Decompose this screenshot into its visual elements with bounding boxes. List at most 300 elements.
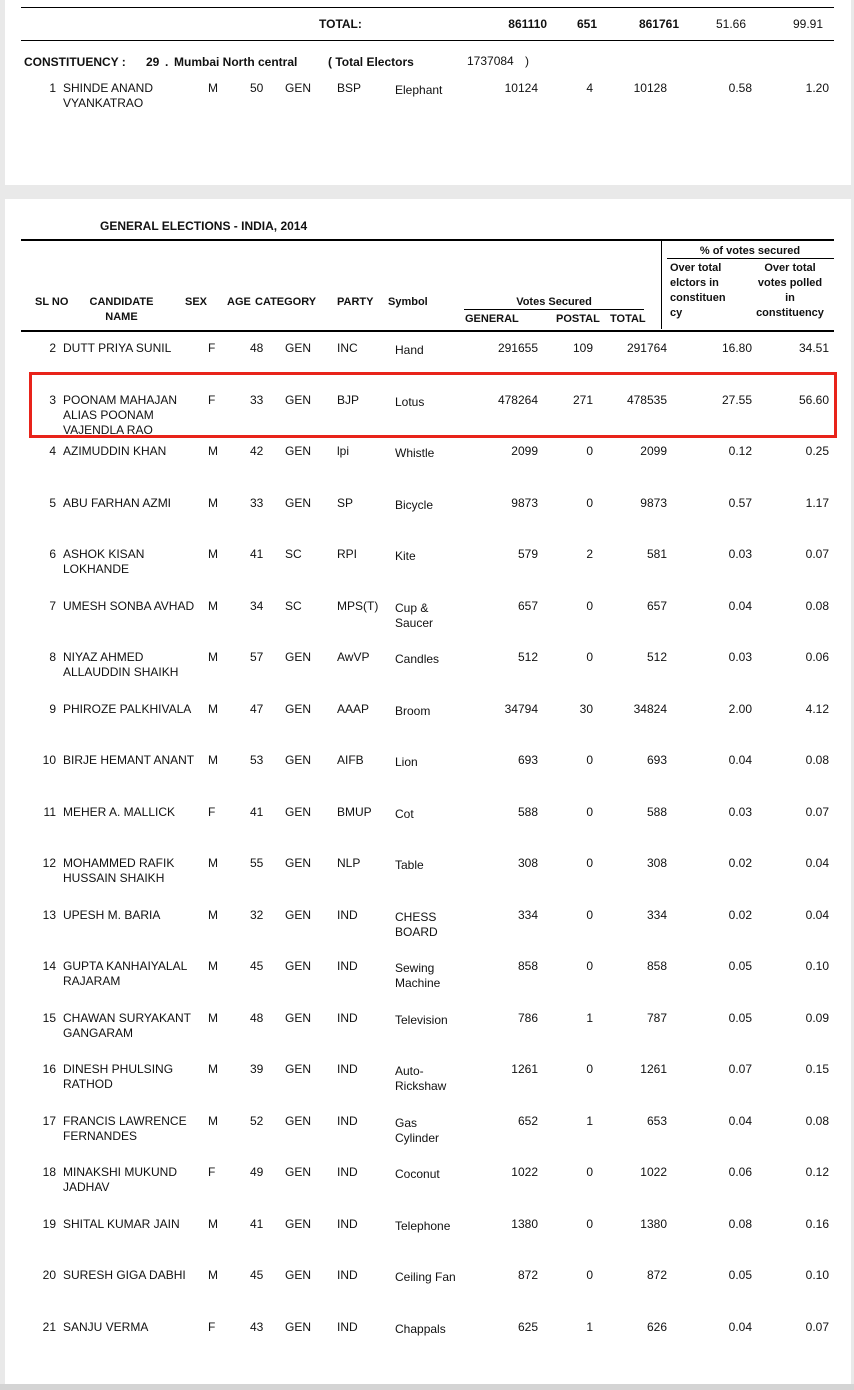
cell-category: GEN: [285, 1062, 312, 1076]
cell-postal: 0: [586, 804, 593, 819]
cell-postal: 0: [586, 1165, 593, 1179]
cell-postal: 0: [586, 856, 593, 870]
cell-general: 652: [517, 1113, 538, 1128]
cell-symbol: [395, 1064, 465, 1094]
cell-postal: 0: [586, 598, 593, 613]
cell-sl: 15: [42, 1010, 56, 1025]
cell-party: RPI: [337, 547, 358, 561]
cell-category: GEN: [285, 1216, 312, 1231]
name-line: LOKHANDE: [63, 562, 130, 576]
cell-sex: F: [208, 804, 216, 819]
cell-postal: 4: [586, 81, 593, 95]
cell-category: GEN: [285, 1268, 312, 1282]
cell-pct-polled: 0.08: [805, 598, 829, 613]
cell-age: 52: [250, 1113, 264, 1128]
cell-category: GEN: [285, 650, 312, 664]
cell-symbol: [395, 343, 465, 358]
cell-age: 45: [250, 959, 264, 973]
cell-party: BSP: [337, 81, 362, 95]
cell-pct-electors: 0.06: [728, 1165, 752, 1179]
cell-name: [63, 81, 198, 111]
symbol-line: Sewing: [395, 961, 435, 975]
cell-category: GEN: [285, 1010, 312, 1025]
cell-pct-electors: 0.03: [728, 547, 752, 561]
cell-name: [63, 599, 198, 614]
divider: [464, 309, 644, 310]
cell-name: [63, 496, 198, 511]
cell-age: 33: [250, 392, 264, 407]
cell-sex: M: [208, 856, 218, 870]
total-electors-label: ( Total Electors: [328, 55, 414, 69]
name-line: ASHOK KISAN: [63, 547, 145, 561]
cell-symbol: [395, 498, 465, 513]
cell-symbol: [395, 1167, 465, 1182]
header-symbol: Symbol: [388, 296, 428, 308]
cell-pct-polled: 0.15: [805, 1062, 829, 1076]
previous-page-fragment: [5, 0, 851, 185]
cell-total: 10128: [633, 81, 667, 95]
cell-category: GEN: [285, 753, 312, 767]
cell-postal: 1: [586, 1010, 593, 1025]
table-row: [5, 444, 851, 496]
cell-sex: F: [208, 1319, 216, 1334]
name-line: FRANCIS LAWRENCE: [63, 1113, 187, 1128]
cell-sl: 12: [42, 856, 56, 870]
cell-category: SC: [285, 547, 302, 561]
constituency-dot: .: [165, 55, 169, 69]
table-row: [5, 650, 851, 702]
divider: [21, 40, 834, 41]
name-line: CHAWAN SURYAKANT: [63, 1010, 192, 1025]
cell-sl: 11: [43, 804, 56, 819]
cell-sex: M: [208, 444, 218, 458]
symbol-line: Chappals: [395, 1321, 446, 1336]
name-line: JADHAV: [63, 1180, 110, 1194]
cell-sl: 17: [42, 1113, 56, 1128]
name-line: BIRJE HEMANT ANANT: [63, 753, 195, 767]
cell-total: 34824: [633, 701, 667, 716]
cell-general: 478264: [497, 392, 538, 407]
cell-sl: 21: [42, 1319, 56, 1334]
cell-total: 581: [646, 547, 667, 561]
cell-postal: 0: [586, 959, 593, 973]
cell-party: AAAP: [337, 701, 370, 716]
symbol-line: Broom: [395, 703, 431, 718]
total-general: 861110: [508, 17, 547, 31]
cell-party: IND: [337, 1113, 358, 1128]
cell-pct-electors: 0.08: [728, 1216, 752, 1231]
cell-general: 579: [517, 547, 538, 561]
cell-general: 693: [517, 753, 538, 767]
cell-postal: 0: [586, 753, 593, 767]
name-line: VAJENDLA RAO: [63, 422, 153, 437]
cell-total: 512: [646, 650, 667, 664]
cell-pct-polled: 0.10: [805, 1268, 829, 1282]
cell-pct-polled: 0.06: [805, 650, 829, 664]
cell-sex: M: [208, 753, 218, 767]
name-line: RAJARAM: [63, 974, 121, 988]
name-line: ABU FARHAN AZMI: [63, 495, 172, 510]
cell-pct-electors: 0.12: [728, 444, 752, 458]
symbol-line: Kite: [395, 549, 416, 563]
cell-total: 9873: [640, 495, 667, 510]
cell-age: 47: [250, 701, 264, 716]
cell-total: 653: [646, 1113, 667, 1128]
cell-category: SC: [285, 598, 302, 613]
symbol-line: Cup &: [395, 600, 429, 615]
symbol-line: Candles: [395, 652, 440, 666]
cell-postal: 30: [579, 701, 593, 716]
cell-postal: 1: [586, 1319, 593, 1334]
cell-sl: 8: [49, 650, 56, 664]
table-row: [5, 908, 851, 960]
header-line: Over total: [670, 262, 722, 274]
cell-party: NLP: [337, 856, 361, 870]
table-row: [5, 1268, 851, 1320]
header-postal: POSTAL: [556, 313, 600, 325]
constituency-label: CONSTITUENCY :: [24, 55, 126, 69]
symbol-line: Cot: [395, 806, 414, 821]
cell-party: BMUP: [337, 804, 372, 819]
cell-symbol: [395, 910, 465, 940]
header-line: in: [785, 292, 795, 304]
cell-pct-electors: 0.03: [728, 804, 752, 819]
cell-name: [63, 1062, 198, 1092]
cell-pct-electors: 0.05: [728, 1268, 752, 1282]
cell-symbol: [395, 1219, 465, 1234]
cell-total: 291764: [626, 341, 667, 355]
cell-pct-polled: 0.10: [805, 959, 829, 973]
cell-sex: M: [208, 1062, 218, 1076]
cell-total: 858: [646, 959, 667, 973]
cell-party: AwVP: [337, 650, 370, 664]
name-line: PHIROZE PALKHIVALA: [63, 701, 192, 716]
cell-party: IND: [337, 1010, 358, 1025]
cell-category: GEN: [285, 1165, 312, 1179]
name-line: SURESH GIGA DABHI: [63, 1268, 186, 1282]
constituency-number: 29: [146, 55, 160, 69]
cell-sl: 2: [49, 341, 56, 355]
cell-name: [63, 702, 198, 717]
cell-total: 1380: [640, 1216, 667, 1231]
total-label: TOTAL:: [319, 17, 362, 31]
table-row: [5, 496, 851, 548]
table-row: [5, 753, 851, 805]
cell-symbol: [395, 1322, 465, 1337]
header-candidate-line: CANDIDATE: [89, 296, 154, 308]
cell-age: 53: [250, 753, 264, 767]
cell-pct-polled: 0.16: [805, 1216, 829, 1231]
symbol-line: Gas: [395, 1115, 418, 1130]
header-over-polled: [750, 261, 830, 321]
cell-general: 34794: [504, 701, 538, 716]
cell-pct-electors: 0.02: [728, 907, 752, 922]
cell-sex: M: [208, 1216, 218, 1231]
cell-party: SP: [337, 495, 354, 510]
cell-sex: M: [208, 907, 218, 922]
cell-pct-electors: 0.04: [728, 753, 752, 767]
cell-general: 334: [517, 907, 538, 922]
cell-name: [63, 1165, 198, 1195]
divider: [21, 7, 834, 8]
cell-pct-electors: 0.57: [728, 495, 752, 510]
cell-sl: 16: [42, 1062, 56, 1076]
cell-age: 50: [250, 81, 264, 95]
cell-postal: 0: [586, 1062, 593, 1076]
cell-postal: 0: [586, 444, 593, 458]
cell-pct-polled: 56.60: [798, 392, 829, 407]
cell-symbol: [395, 858, 465, 873]
cell-pct-electors: 16.80: [721, 341, 752, 355]
cell-general: 291655: [497, 341, 538, 355]
cell-party: IND: [337, 959, 358, 973]
cell-sl: 14: [42, 959, 56, 973]
cell-total: 588: [646, 804, 667, 819]
cell-postal: 109: [572, 341, 593, 355]
header-candidate-line: NAME: [105, 311, 138, 323]
cell-age: 55: [250, 856, 264, 870]
cell-sex: M: [208, 650, 218, 664]
table-row: [5, 1011, 851, 1063]
cell-name: [63, 856, 198, 886]
name-line: POONAM MAHAJAN: [63, 392, 178, 407]
cell-name: [63, 1320, 198, 1335]
cell-party: IND: [337, 907, 358, 922]
name-line: FERNANDES: [63, 1128, 138, 1143]
cell-name: [63, 341, 198, 356]
total-postal: 651: [576, 17, 597, 31]
cell-sl: 19: [42, 1216, 56, 1231]
cell-pct-polled: 0.04: [805, 907, 829, 922]
table-row: [5, 959, 851, 1011]
cell-category: GEN: [285, 959, 312, 973]
cell-party: lpi: [337, 444, 350, 458]
cell-symbol: [395, 961, 465, 991]
cell-pct-electors: 0.04: [728, 1319, 752, 1334]
cell-symbol: [395, 1013, 465, 1028]
cell-postal: 0: [586, 1268, 593, 1282]
cell-category: GEN: [285, 804, 312, 819]
cell-age: 39: [250, 1062, 264, 1076]
cell-pct-electors: 2.00: [728, 701, 752, 716]
cell-total: 1261: [640, 1062, 667, 1076]
name-line: GANGARAM: [63, 1025, 134, 1040]
cell-pct-polled: 0.07: [805, 1319, 829, 1334]
table-row: [5, 547, 851, 599]
symbol-line: Elephant: [395, 83, 443, 97]
symbol-line: CHESS: [395, 909, 437, 924]
cell-sl: 5: [49, 495, 56, 510]
name-line: SHINDE ANAND: [63, 81, 154, 95]
header-line: Over total: [764, 262, 816, 274]
cell-age: 42: [250, 444, 264, 458]
table-row: [5, 81, 851, 133]
cell-sl: 7: [49, 598, 56, 613]
cell-name: [63, 805, 198, 820]
total-pct-polled: 99.91: [792, 17, 823, 31]
cell-sex: M: [208, 495, 218, 510]
header-over-electors: [670, 261, 726, 321]
cell-sex: M: [208, 1010, 218, 1025]
table-row: [5, 1062, 851, 1114]
cell-category: GEN: [285, 444, 312, 458]
cell-postal: 1: [586, 1113, 593, 1128]
page-bottom-edge: [0, 1384, 854, 1390]
cell-sl: 6: [49, 547, 56, 561]
cell-sex: F: [208, 1165, 216, 1179]
cell-total: 334: [646, 907, 667, 922]
name-line: MEHER A. MALLICK: [63, 804, 176, 819]
cell-pct-electors: 0.58: [728, 81, 752, 95]
cell-pct-polled: 1.17: [805, 495, 829, 510]
cell-party: IND: [337, 1268, 358, 1282]
cell-pct-polled: 0.25: [805, 444, 829, 458]
cell-party: MPS(T): [337, 598, 379, 613]
header-general: GENERAL: [465, 313, 519, 325]
name-line: VYANKATRAO: [63, 96, 144, 110]
name-line: UPESH M. BARIA: [63, 907, 161, 922]
cell-general: 2099: [511, 444, 538, 458]
cell-age: 34: [250, 598, 264, 613]
header-line: constituency: [756, 307, 824, 319]
cell-sex: M: [208, 701, 218, 716]
cell-pct-polled: 34.51: [798, 341, 829, 355]
symbol-line: Telephone: [395, 1218, 451, 1233]
cell-pct-polled: 0.07: [805, 547, 829, 561]
cell-pct-electors: 0.05: [728, 1010, 752, 1025]
header-bottom-rule: [21, 330, 834, 332]
cell-category: GEN: [285, 1113, 312, 1128]
cell-symbol: [395, 807, 465, 822]
header-total: TOTAL: [610, 313, 646, 325]
name-line: MINAKSHI MUKUND: [63, 1165, 178, 1179]
cell-symbol: [395, 652, 465, 667]
cell-total: 872: [646, 1268, 667, 1282]
cell-age: 33: [250, 495, 264, 510]
cell-total: 478535: [626, 392, 667, 407]
cell-party: AIFB: [337, 753, 364, 767]
cell-general: 588: [517, 804, 538, 819]
name-line: UMESH SONBA AVHAD: [63, 598, 195, 613]
cell-sex: M: [208, 1268, 218, 1282]
cell-pct-polled: 0.07: [805, 804, 829, 819]
name-line: SANJU VERMA: [63, 1319, 149, 1334]
symbol-line: Table: [395, 858, 424, 872]
name-line: RATHOD: [63, 1077, 113, 1091]
cell-sl: 3: [49, 392, 56, 407]
cell-name: [63, 1217, 198, 1232]
cell-sl: 20: [42, 1268, 56, 1282]
total-pct-electors: 51.66: [715, 17, 746, 31]
header-age: AGE: [227, 296, 251, 308]
symbol-line: Auto-: [395, 1064, 424, 1078]
name-line: ALLAUDDIN SHAIKH: [63, 665, 179, 679]
cell-general: 1022: [511, 1165, 538, 1179]
table-row: [5, 1165, 851, 1217]
cell-category: GEN: [285, 341, 312, 355]
cell-age: 41: [250, 804, 264, 819]
table-row: [5, 599, 851, 651]
symbol-line: Cylinder: [395, 1130, 440, 1145]
divider: [661, 241, 662, 329]
name-line: SHITAL KUMAR JAIN: [63, 1216, 180, 1231]
symbol-line: Lion: [395, 755, 418, 769]
cell-name: [63, 908, 198, 923]
cell-age: 32: [250, 907, 264, 922]
cell-general: 786: [517, 1010, 538, 1025]
cell-category: GEN: [285, 392, 312, 407]
cell-name: [63, 547, 198, 577]
cell-sl: 13: [42, 907, 56, 922]
cell-category: GEN: [285, 907, 312, 922]
cell-sl: 1: [49, 81, 56, 95]
cell-age: 45: [250, 1268, 264, 1282]
cell-total: 308: [646, 856, 667, 870]
cell-total: 657: [646, 598, 667, 613]
winner-highlight-box: [29, 372, 837, 438]
header-party: PARTY: [337, 296, 374, 308]
cell-general: 872: [517, 1268, 538, 1282]
cell-category: GEN: [285, 856, 312, 870]
symbol-line: Coconut: [395, 1167, 440, 1181]
cell-pct-polled: 0.12: [805, 1165, 829, 1179]
cell-symbol: [395, 1116, 465, 1146]
cell-sex: M: [208, 598, 218, 613]
cell-general: 625: [517, 1319, 538, 1334]
cell-pct-electors: 0.04: [728, 1113, 752, 1128]
cell-general: 858: [517, 959, 538, 973]
cell-name: [63, 959, 198, 989]
cell-general: 1380: [511, 1216, 538, 1231]
name-line: AZIMUDDIN KHAN: [63, 444, 167, 458]
table-row: [5, 1114, 851, 1166]
header-line: votes polled: [757, 277, 823, 289]
cell-age: 41: [250, 547, 264, 561]
cell-total: 2099: [640, 444, 667, 458]
symbol-line: Rickshaw: [395, 1079, 447, 1093]
cell-party: IND: [337, 1319, 358, 1334]
cell-age: 49: [250, 1165, 264, 1179]
cell-pct-polled: 0.04: [805, 856, 829, 870]
table-row: [5, 856, 851, 908]
cell-total: 626: [646, 1319, 667, 1334]
name-line: ALIAS POONAM: [63, 407, 154, 422]
cell-category: GEN: [285, 495, 312, 510]
cell-symbol: [395, 446, 465, 461]
cell-general: 1261: [511, 1062, 538, 1076]
cell-party: IND: [337, 1216, 358, 1231]
cell-general: 657: [517, 598, 538, 613]
cell-name: [63, 1268, 198, 1283]
name-line: MOHAMMED RAFIK: [63, 856, 175, 870]
table-row: [5, 1217, 851, 1269]
symbol-line: Ceiling Fan: [395, 1270, 456, 1284]
cell-symbol: [395, 1270, 465, 1285]
total-total: 861761: [638, 17, 679, 31]
total-electors-value: 1737084: [467, 54, 514, 68]
table-row: [5, 702, 851, 754]
header-category: CATEGORY: [255, 296, 317, 308]
cell-pct-polled: 1.20: [805, 81, 829, 95]
cell-pct-polled: 0.08: [805, 753, 829, 767]
cell-sex: F: [208, 341, 216, 355]
cell-symbol: [395, 704, 465, 719]
cell-sl: 4: [49, 444, 56, 458]
cell-sl: 18: [42, 1165, 56, 1179]
header-sex: SEX: [185, 296, 208, 308]
cell-sex: M: [208, 547, 218, 561]
header-candidate: [80, 295, 163, 325]
